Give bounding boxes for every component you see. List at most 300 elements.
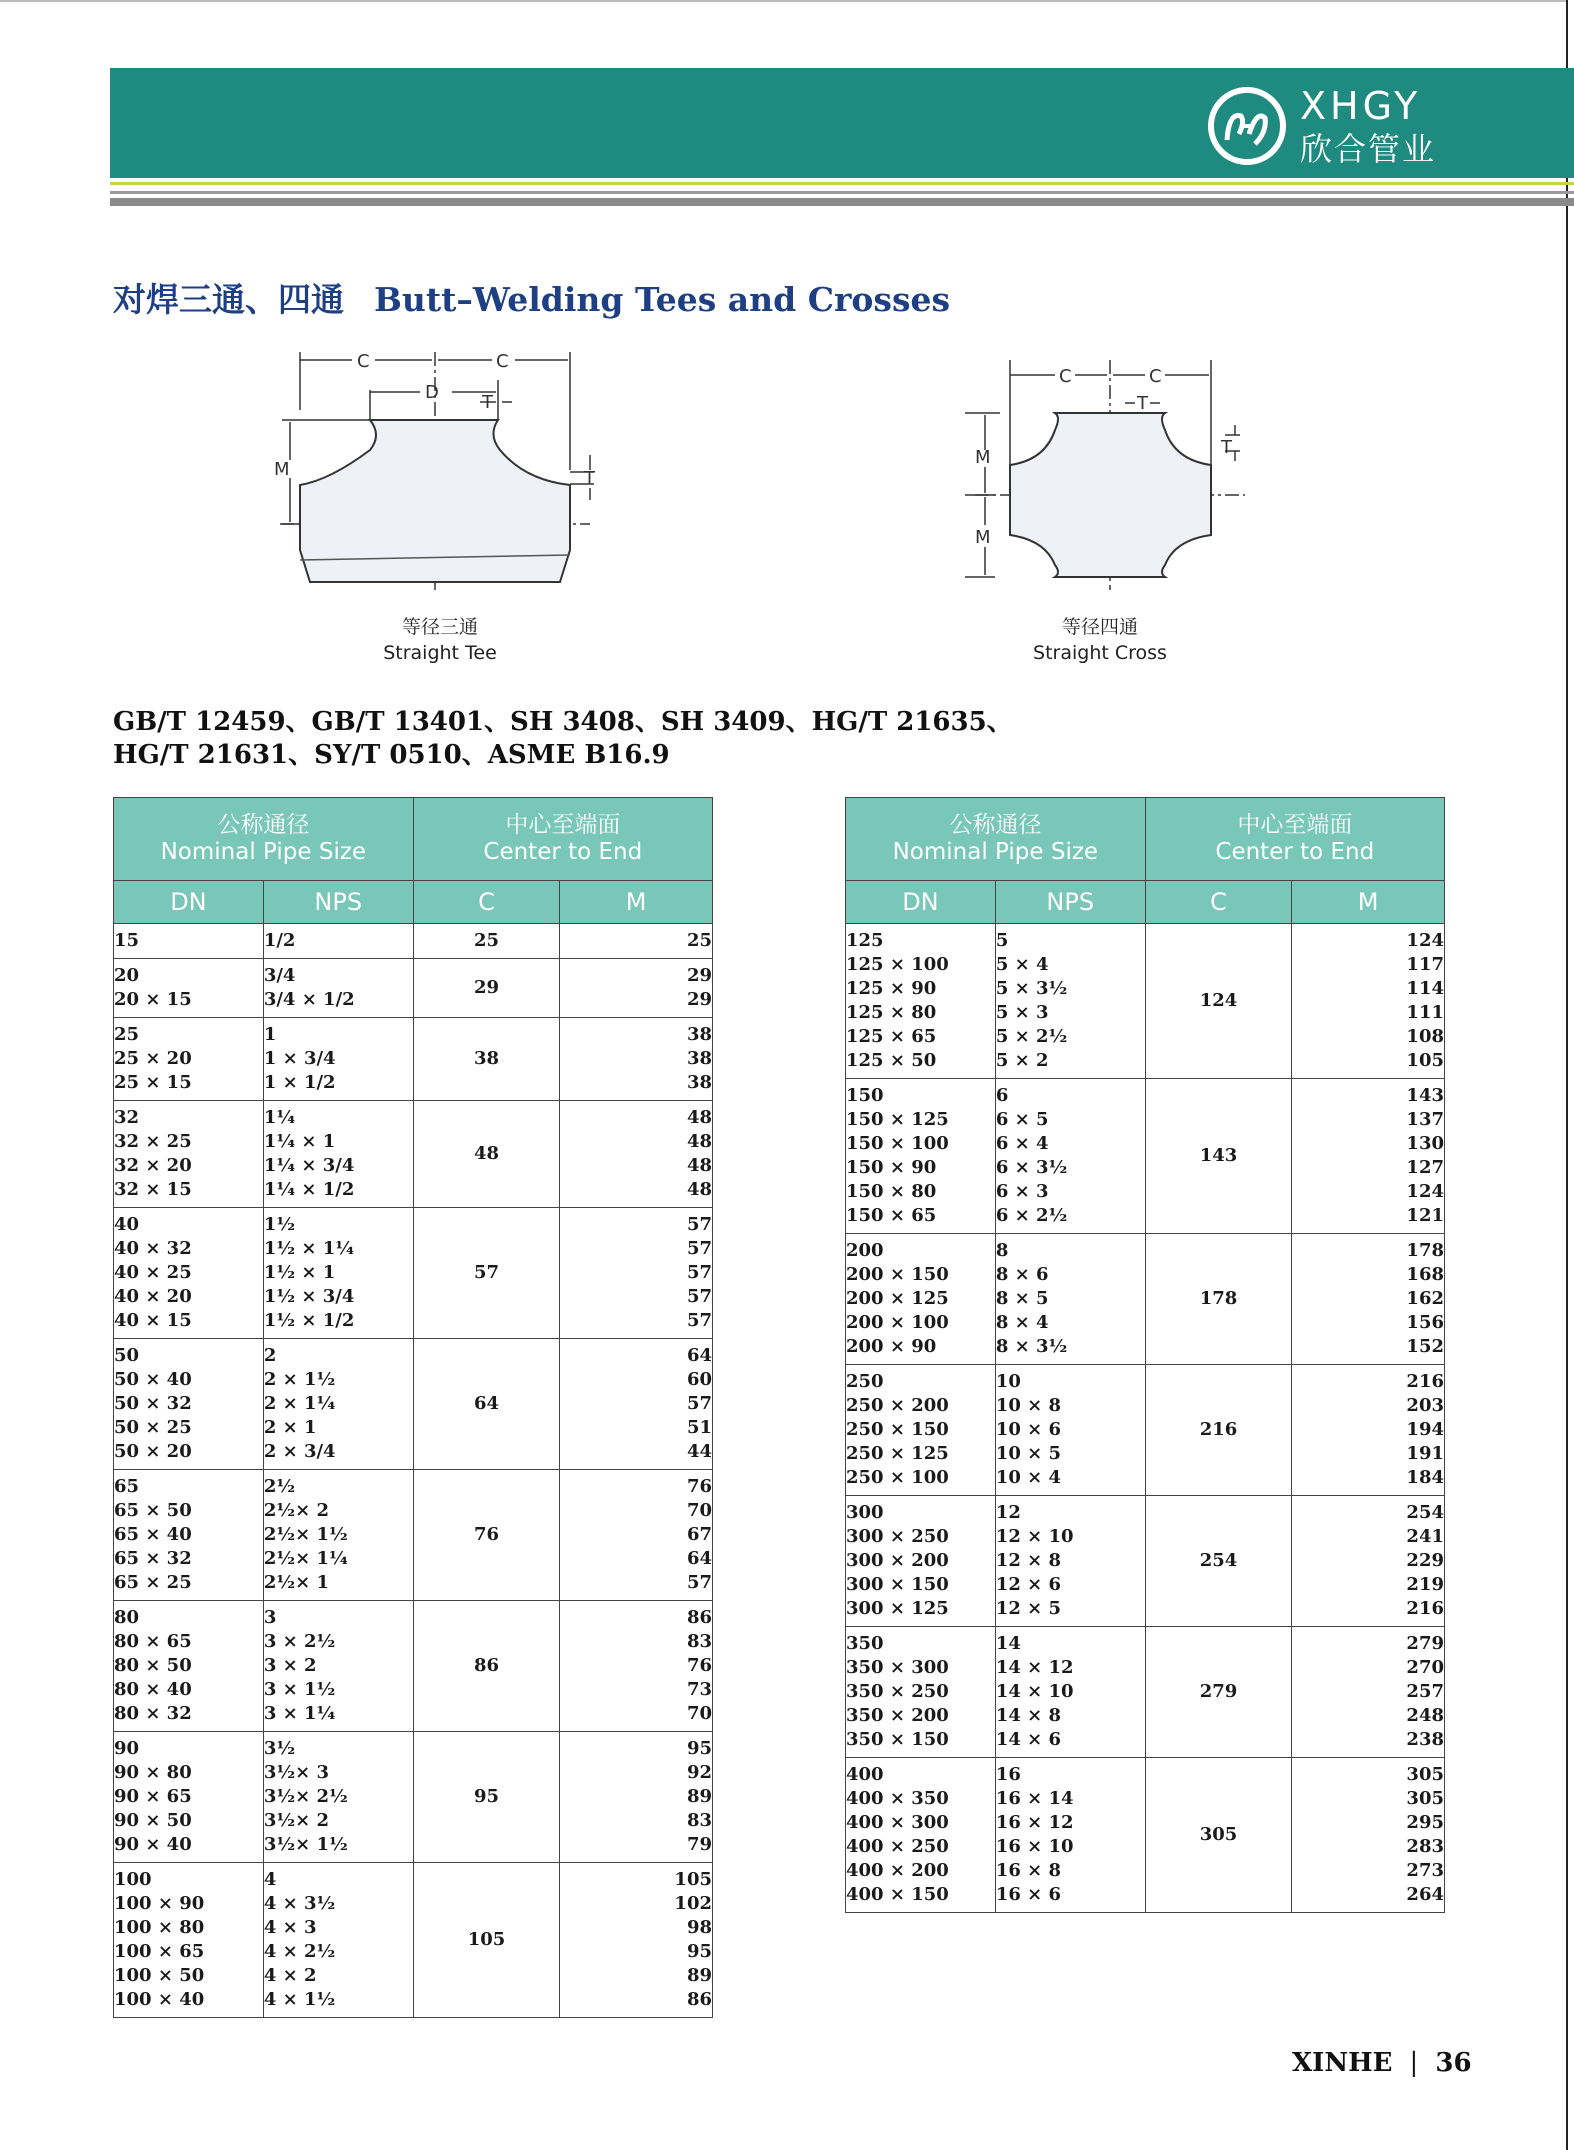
cell-c-value: 279 (1199, 1681, 1238, 1702)
dimensions-table-right (845, 797, 1445, 1913)
cell-nps-line: 3½× 2½ (263, 1786, 348, 1807)
cell-m (1292, 1758, 1445, 1913)
cell-dn-line: 100 × 65 (114, 1941, 205, 1962)
cell-m-line: 102 (674, 1893, 712, 1914)
cell-c-value: 124 (1199, 990, 1238, 1011)
cell-dn-line: 32 × 25 (114, 1131, 192, 1152)
cell-dn-line: 350 (846, 1633, 884, 1654)
cell-dn-line: 150 × 65 (846, 1205, 937, 1226)
header-nominal-size (846, 798, 1146, 881)
cell-dn-line: 350 × 300 (846, 1657, 949, 1678)
brand-name-cn: 欣合管业 (1300, 130, 1437, 168)
cell-dn-line: 90 × 40 (114, 1834, 192, 1855)
cell-dn-line: 65 × 40 (114, 1524, 192, 1545)
cell-dn-line: 32 × 15 (114, 1179, 192, 1200)
cell-m-line: 137 (1406, 1109, 1444, 1130)
cell-nps-line: 4 × 2 (263, 1965, 317, 1986)
dimensions-table-left (113, 797, 713, 2018)
cell-nps-line: 4 × 1½ (263, 1989, 336, 2010)
cell-m-line: 241 (1406, 1526, 1444, 1547)
cell-c (1145, 1627, 1292, 1758)
cell-dn-line: 200 × 100 (846, 1312, 949, 1333)
cell-m (560, 1732, 713, 1863)
header-dn: DN (846, 881, 996, 924)
table-row (846, 1234, 1445, 1365)
page-top-border (0, 0, 1574, 2)
cell-nps-line: 16 × 14 (995, 1788, 1074, 1809)
straight-tee-diagram (270, 340, 600, 595)
cell-nps-line: 10 (995, 1371, 1021, 1392)
cell-dn-line: 400 × 350 (846, 1788, 949, 1809)
standards-line: HG/T 21631、SY/T 0510、ASME B16.9 (113, 740, 670, 770)
cell-nps-line: 8 × 6 (995, 1264, 1049, 1285)
cell-c (413, 1732, 560, 1863)
cell-dn-line: 40 (114, 1214, 140, 1235)
cell-m-line: 57 (686, 1572, 712, 1593)
cell-dn-line: 100 × 80 (114, 1917, 205, 1938)
brand-name-en: XHGY (1300, 84, 1422, 128)
cell-dn (114, 959, 264, 1018)
cell-c (413, 959, 560, 1018)
cell-m (560, 1208, 713, 1339)
cell-nps-line: 8 × 5 (995, 1288, 1049, 1309)
cell-c-value: 25 (473, 930, 499, 951)
header-dn: DN (114, 881, 264, 924)
cell-nps-line: 1¼ × 1/2 (263, 1179, 355, 1200)
cell-m (560, 1601, 713, 1732)
header-m: M (560, 881, 713, 924)
table-row (846, 1627, 1445, 1758)
header-center-to-end (1145, 798, 1444, 881)
cell-m-line: 57 (686, 1393, 712, 1414)
cell-m-line: 95 (686, 1941, 712, 1962)
cell-m-line: 76 (686, 1476, 712, 1497)
cell-dn (114, 1339, 264, 1470)
cell-c (1145, 1365, 1292, 1496)
cell-m-line: 73 (686, 1679, 712, 1700)
cell-m-line: 216 (1406, 1371, 1444, 1392)
cell-dn-line: 80 × 32 (114, 1703, 192, 1724)
cell-nps-line: 8 × 4 (995, 1312, 1049, 1333)
cell-nps-line: 16 × 12 (995, 1812, 1074, 1833)
cell-m-line: 83 (686, 1631, 712, 1652)
cell-nps-line: 6 × 4 (995, 1133, 1049, 1154)
cell-m-line: 57 (686, 1214, 712, 1235)
cell-nps-line: 12 × 6 (995, 1574, 1062, 1595)
cell-nps-line: 5 × 3 (995, 1002, 1049, 1023)
cell-dn-line: 125 × 50 (846, 1050, 937, 1071)
cell-nps-line: 2 × 3/4 (263, 1441, 336, 1462)
cell-nps-line: 3½× 1½ (263, 1834, 348, 1855)
cell-dn-line: 20 × 15 (114, 989, 192, 1010)
cell-nps-line: 16 × 10 (995, 1836, 1074, 1857)
cell-m-line: 124 (1406, 1181, 1444, 1202)
cross-label-m2: M (975, 527, 991, 548)
logo-mark-icon (1205, 82, 1295, 168)
cell-m-line: 86 (686, 1607, 712, 1628)
header-label: Center to End (483, 839, 643, 865)
cell-m (560, 924, 713, 959)
cell-m-line: 98 (686, 1917, 712, 1938)
cell-dn-line: 50 × 25 (114, 1417, 192, 1438)
cross-label-c1: C (1059, 366, 1072, 387)
cell-dn-line: 400 × 250 (846, 1836, 949, 1857)
cell-dn-line: 250 (846, 1371, 884, 1392)
cross-label-c2: C (1149, 366, 1162, 387)
header-label: Nominal Pipe Size (892, 839, 1099, 865)
tee-caption-cn: 等径三通 (401, 616, 478, 638)
cell-m-line: 29 (686, 965, 712, 986)
cell-dn-line: 90 × 80 (114, 1762, 192, 1783)
table-row (114, 1339, 713, 1470)
cell-c (413, 924, 560, 959)
cell-dn-line: 90 × 50 (114, 1810, 192, 1831)
cell-m-line: 25 (686, 930, 712, 951)
cell-dn (846, 1079, 996, 1234)
cell-dn (846, 1758, 996, 1913)
cell-m-line: 257 (1406, 1681, 1444, 1702)
cell-dn (114, 924, 264, 959)
title-cn: 对焊三通、四通 (113, 280, 344, 319)
cell-nps-line: 2½ (263, 1476, 296, 1497)
cell-c-value: 305 (1199, 1824, 1238, 1845)
cell-m-line: 86 (686, 1989, 712, 2010)
cell-nps-line: 6 × 3½ (995, 1157, 1068, 1178)
cell-nps-line: 3 × 1½ (263, 1679, 336, 1700)
cell-nps-line: 3/4 (263, 965, 296, 986)
cell-nps-line: 14 (995, 1633, 1021, 1654)
cell-dn-line: 80 × 40 (114, 1679, 192, 1700)
cell-m-line: 57 (686, 1238, 712, 1259)
cell-dn (114, 1101, 264, 1208)
cell-c-value: 254 (1199, 1550, 1238, 1571)
cell-dn-line: 90 (114, 1738, 140, 1759)
cell-dn-line: 125 × 100 (846, 954, 949, 975)
table-row (114, 1018, 713, 1101)
cell-nps-line: 4 × 3½ (263, 1893, 336, 1914)
tee-label-m: M (274, 459, 290, 480)
cell-dn-line: 50 (114, 1345, 140, 1366)
standards-line: GB/T 12459、GB/T 13401、SH 3408、SH 3409、HG/T 21635、 (113, 707, 1013, 737)
cell-nps-line: 2½× 1 (263, 1572, 329, 1593)
table-row (114, 959, 713, 1018)
cell-dn (846, 1234, 996, 1365)
header-nps: NPS (995, 881, 1145, 924)
cell-nps (263, 924, 413, 959)
cross-label-t: T (1137, 393, 1148, 414)
cell-dn (114, 1470, 264, 1601)
cell-nps-line: 12 × 10 (995, 1526, 1074, 1547)
cell-dn (114, 1863, 264, 2018)
page-title (113, 274, 950, 321)
cell-c-value: 143 (1199, 1145, 1238, 1166)
cell-m-line: 29 (686, 989, 712, 1010)
cell-nps-line: 16 × 6 (995, 1884, 1062, 1905)
header-label: Nominal Pipe Size (160, 839, 367, 865)
cell-c (1145, 924, 1292, 1079)
cell-nps-line: 1¼ (263, 1107, 296, 1128)
cell-nps-line: 3½× 3 (263, 1762, 329, 1783)
tee-caption (330, 614, 550, 666)
cell-nps (995, 1365, 1145, 1496)
tee-caption-en: Straight Tee (383, 642, 497, 664)
cell-m-line: 57 (686, 1262, 712, 1283)
page-footer (1292, 2048, 1472, 2078)
cell-nps-line: 10 × 8 (995, 1395, 1062, 1416)
cell-dn-line: 400 × 300 (846, 1812, 949, 1833)
cell-m-line: 229 (1406, 1550, 1444, 1571)
cell-dn-line: 400 × 150 (846, 1884, 949, 1905)
cell-m-line: 95 (686, 1738, 712, 1759)
cell-dn-line: 100 (114, 1869, 152, 1890)
cell-nps-line: 1½ (263, 1214, 296, 1235)
cell-m (1292, 1234, 1445, 1365)
cell-dn-line: 250 × 200 (846, 1395, 949, 1416)
cell-dn-line: 150 × 90 (846, 1157, 937, 1178)
straight-cross-diagram (955, 355, 1255, 595)
cell-dn-line: 100 × 40 (114, 1989, 205, 2010)
cell-m-line: 121 (1406, 1205, 1444, 1226)
cell-m (560, 1018, 713, 1101)
cross-caption-en: Straight Cross (1033, 642, 1167, 664)
cell-nps-line: 1 (263, 1024, 277, 1045)
cell-nps-line: 12 × 8 (995, 1550, 1062, 1571)
cell-nps (263, 1470, 413, 1601)
cell-m-line: 273 (1406, 1860, 1444, 1881)
cell-dn-line: 25 (114, 1024, 140, 1045)
table-row (114, 1470, 713, 1601)
cell-nps-line: 14 × 10 (995, 1681, 1074, 1702)
table-row (846, 1079, 1445, 1234)
cell-c (413, 1601, 560, 1732)
cell-nps-line: 10 × 5 (995, 1443, 1062, 1464)
cell-m-line: 57 (686, 1286, 712, 1307)
cell-dn-line: 65 × 50 (114, 1500, 192, 1521)
cell-nps (995, 1496, 1145, 1627)
table-row (114, 1601, 713, 1732)
cell-m-line: 279 (1406, 1633, 1444, 1654)
cell-m (560, 1101, 713, 1208)
cell-m (560, 1470, 713, 1601)
cell-dn-line: 40 × 32 (114, 1238, 192, 1259)
header-nps: NPS (263, 881, 413, 924)
cell-m (560, 1863, 713, 2018)
cell-nps-line: 2 × 1¼ (263, 1393, 336, 1414)
cell-m-line: 70 (686, 1703, 712, 1724)
cell-m-line: 127 (1406, 1157, 1444, 1178)
header-c: C (1145, 881, 1292, 924)
cell-dn-line: 250 × 100 (846, 1467, 949, 1488)
cell-m-line: 156 (1406, 1312, 1444, 1333)
cell-dn-line: 65 × 25 (114, 1572, 192, 1593)
cell-nps-line: 1½ × 1 (263, 1262, 336, 1283)
cell-m-line: 305 (1406, 1764, 1444, 1785)
tee-label-c1: C (357, 351, 370, 372)
cell-dn-line: 150 × 100 (846, 1133, 949, 1154)
cell-c (413, 1470, 560, 1601)
cell-m (560, 959, 713, 1018)
header-nominal-size (114, 798, 414, 881)
standards-list (113, 706, 1013, 772)
cell-nps (263, 1732, 413, 1863)
cell-dn-line: 40 × 15 (114, 1310, 192, 1331)
cell-nps (263, 1208, 413, 1339)
header-label: 中心至端面 (505, 812, 621, 838)
cell-nps-line: 5 × 2½ (995, 1026, 1068, 1047)
cell-nps-line: 4 × 2½ (263, 1941, 336, 1962)
header-label: 公称通径 (949, 812, 1042, 838)
cell-nps-line: 4 × 3 (263, 1917, 317, 1938)
cell-m-line: 38 (686, 1024, 712, 1045)
cell-m (1292, 1079, 1445, 1234)
cell-m-line: 162 (1406, 1288, 1444, 1309)
cell-nps-line: 1½ × 1¼ (263, 1238, 355, 1259)
cell-nps-line: 10 × 4 (995, 1467, 1062, 1488)
cell-nps-line: 12 (995, 1502, 1021, 1523)
cell-m-line: 83 (686, 1810, 712, 1831)
cell-dn-line: 250 × 125 (846, 1443, 949, 1464)
cell-c-value: 105 (467, 1929, 506, 1950)
cell-dn-line: 40 × 20 (114, 1286, 192, 1307)
cell-nps-line: 3/4 × 1/2 (263, 989, 355, 1010)
cell-c (413, 1208, 560, 1339)
cell-m-line: 254 (1406, 1502, 1444, 1523)
cell-c-value: 29 (473, 977, 499, 998)
cell-m-line: 70 (686, 1500, 712, 1521)
cell-m-line: 89 (686, 1965, 712, 1986)
page-number: 36 (1435, 2048, 1472, 2078)
cell-dn (114, 1732, 264, 1863)
cell-m-line: 108 (1406, 1026, 1444, 1047)
cell-dn-line: 25 × 20 (114, 1048, 192, 1069)
cell-c-value: 64 (473, 1393, 499, 1414)
cell-dn-line: 150 × 125 (846, 1109, 949, 1130)
cell-dn-line: 125 (846, 930, 884, 951)
cell-nps-line: 2 × 1 (263, 1417, 317, 1438)
cell-nps-line: 1¼ × 1 (263, 1131, 336, 1152)
cell-c-value: 48 (473, 1143, 499, 1164)
cell-dn-line: 350 × 200 (846, 1705, 949, 1726)
cell-m-line: 111 (1406, 1002, 1444, 1023)
cross-caption-cn: 等径四通 (1061, 616, 1138, 638)
cell-dn-line: 80 × 65 (114, 1631, 192, 1652)
cell-dn-line: 20 (114, 965, 140, 986)
title-en: Butt–Welding Tees and Crosses (374, 280, 951, 319)
cell-m (1292, 1627, 1445, 1758)
cell-m-line: 76 (686, 1655, 712, 1676)
cell-c (413, 1101, 560, 1208)
cross-label-m1: M (975, 447, 991, 468)
header-center-to-end (413, 798, 712, 881)
cell-dn-line: 200 (846, 1240, 884, 1261)
cell-dn-line: 150 × 80 (846, 1181, 937, 1202)
cell-nps-line: 3½ (263, 1738, 296, 1759)
table-row (846, 1758, 1445, 1913)
cell-c-value: 76 (473, 1524, 499, 1545)
cell-dn-line: 65 (114, 1476, 140, 1497)
cell-nps-line: 2 (263, 1345, 277, 1366)
cell-dn-line: 350 × 150 (846, 1729, 949, 1750)
cell-c-value: 38 (473, 1048, 499, 1069)
page-right-border (1566, 0, 1574, 2150)
cell-dn-line: 32 × 20 (114, 1155, 192, 1176)
cell-nps (995, 1234, 1145, 1365)
cell-m-line: 178 (1406, 1240, 1444, 1261)
cell-m-line: 105 (674, 1869, 712, 1890)
cell-m-line: 48 (686, 1155, 712, 1176)
table-row (846, 1365, 1445, 1496)
cell-dn-line: 300 × 125 (846, 1598, 949, 1619)
cell-nps-line: 3½× 2 (263, 1810, 329, 1831)
cell-nps (995, 1079, 1145, 1234)
cell-m-line: 295 (1406, 1812, 1444, 1833)
cell-dn-line: 200 × 125 (846, 1288, 949, 1309)
cell-dn-line: 125 × 65 (846, 1026, 937, 1047)
header-label: 公称通径 (217, 812, 310, 838)
cell-dn-line: 125 × 80 (846, 1002, 937, 1023)
header-stripe (110, 191, 1574, 194)
cell-m-line: 48 (686, 1107, 712, 1128)
cell-c (1145, 1496, 1292, 1627)
cell-nps-line: 3 × 2 (263, 1655, 317, 1676)
header-c: C (413, 881, 560, 924)
cell-dn-line: 100 × 90 (114, 1893, 205, 1914)
cell-m-line: 283 (1406, 1836, 1444, 1857)
cell-m (560, 1339, 713, 1470)
cell-nps-line: 3 × 2½ (263, 1631, 336, 1652)
cell-m-line: 184 (1406, 1467, 1444, 1488)
cell-nps (263, 1863, 413, 2018)
header-stripe (110, 182, 1574, 185)
cell-nps-line: 10 × 6 (995, 1419, 1062, 1440)
cell-dn-line: 300 × 200 (846, 1550, 949, 1571)
header-m: M (1292, 881, 1445, 924)
cell-c (413, 1018, 560, 1101)
cross-caption (990, 614, 1210, 666)
cell-m-line: 38 (686, 1072, 712, 1093)
cell-nps-line: 3 (263, 1607, 277, 1628)
cell-c (413, 1863, 560, 2018)
cell-nps-line: 5 × 2 (995, 1050, 1049, 1071)
cell-nps-line: 14 × 8 (995, 1705, 1062, 1726)
cell-nps-line: 6 × 5 (995, 1109, 1049, 1130)
table-row (114, 1732, 713, 1863)
cell-m-line: 219 (1406, 1574, 1444, 1595)
cell-c-value: 57 (473, 1262, 499, 1283)
cell-nps-line: 12 × 5 (995, 1598, 1062, 1619)
cell-c-value: 216 (1199, 1419, 1238, 1440)
cell-dn-line: 50 × 20 (114, 1441, 192, 1462)
cell-nps-line: 14 × 6 (995, 1729, 1062, 1750)
cell-m-line: 130 (1406, 1133, 1444, 1154)
cell-dn-line: 350 × 250 (846, 1681, 949, 1702)
cell-c (1145, 1234, 1292, 1365)
cell-dn-line: 15 (114, 930, 140, 951)
cell-m-line: 216 (1406, 1598, 1444, 1619)
cell-nps-line: 1¼ × 3/4 (263, 1155, 355, 1176)
cell-nps (263, 959, 413, 1018)
cell-dn-line: 32 (114, 1107, 140, 1128)
cell-m-line: 51 (686, 1417, 712, 1438)
header-stripe (110, 198, 1574, 206)
cell-nps-line: 6 × 3 (995, 1181, 1049, 1202)
cross-label-t2: T (1221, 437, 1232, 458)
cell-nps-line: 2½× 2 (263, 1500, 329, 1521)
cell-nps-line: 16 × 8 (995, 1860, 1062, 1881)
cell-m-line: 44 (686, 1441, 712, 1462)
cell-dn (114, 1018, 264, 1101)
cell-nps-line: 14 × 12 (995, 1657, 1074, 1678)
